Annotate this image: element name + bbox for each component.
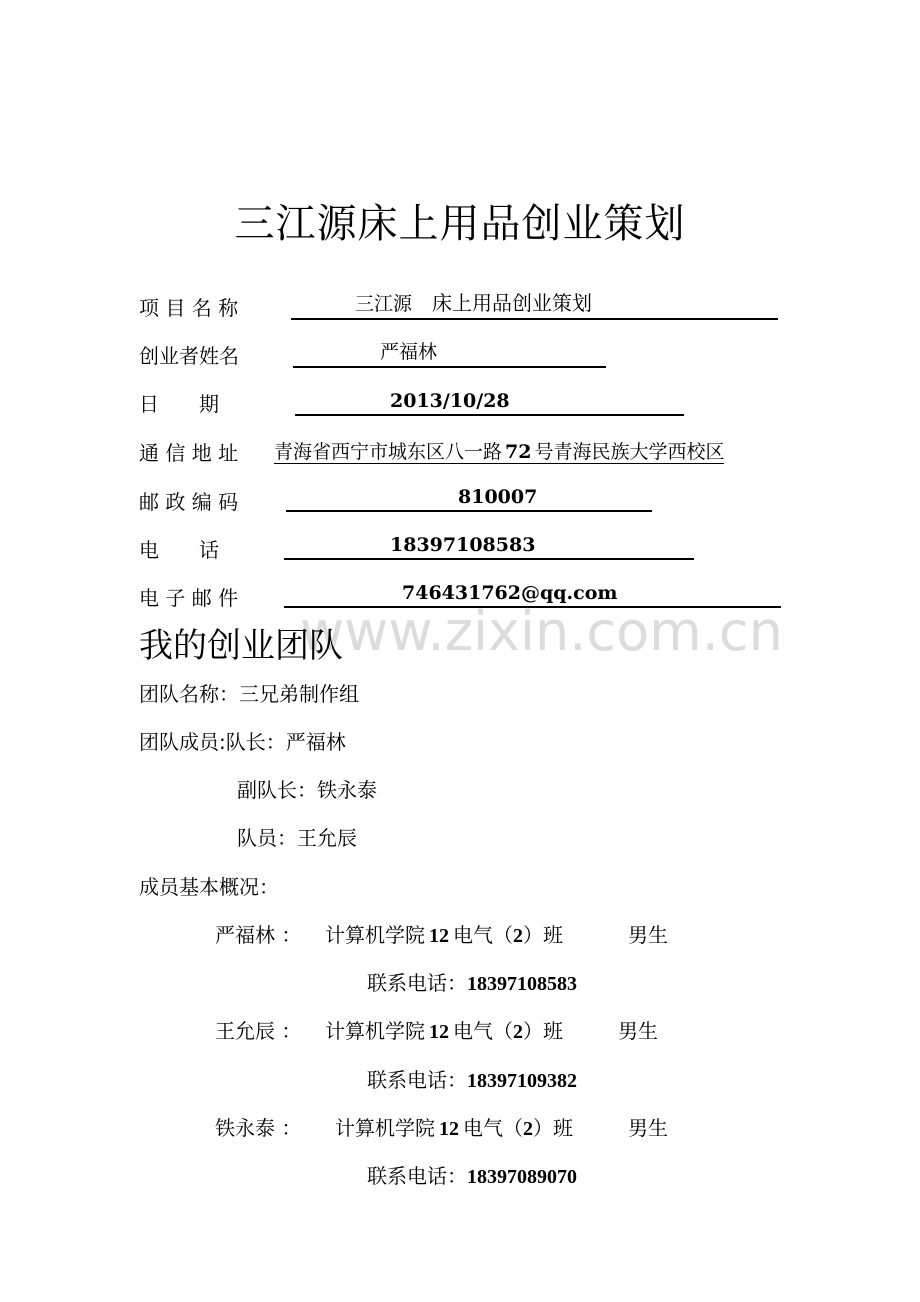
members-label: 团队成员:队长： [139, 730, 286, 754]
watermark: www.zixin.com.cn [300, 600, 783, 663]
project-name-part2: 床上用品创业策划 [432, 291, 592, 315]
profile-phone: 联系电话：18397089070 [367, 1164, 577, 1188]
profile-name: 铁永泰 ： [215, 1116, 302, 1140]
profile-gender: 男生 [618, 1019, 658, 1043]
founder-value: 严福林 [380, 341, 438, 363]
profile-dept: 计算机学院 12 电气（2）班 [325, 1019, 563, 1043]
date-field [295, 384, 684, 416]
address-value: 青海省西宁市城东区八一路 72 号青海民族大学西校区 [274, 437, 724, 464]
profile-gender: 男生 [628, 1116, 668, 1140]
profile-gender: 男生 [628, 923, 668, 947]
captain-name: 严福林 [285, 730, 346, 754]
member-line: 队员：王允辰 [237, 826, 357, 850]
profile-phone: 联系电话：18397109382 [367, 1068, 577, 1092]
team-name-line: 团队名称：三兄弟制作组 [139, 682, 359, 706]
founder-label: 创业者姓名 [139, 344, 239, 368]
profile-name: 王允辰 ： [215, 1019, 302, 1043]
email-label: 电 子 邮 件 [139, 586, 239, 610]
team-heading: 我的创业团队 [139, 626, 343, 666]
vice-captain-line: 副队长：铁永泰 [237, 778, 377, 802]
profile-dept: 计算机学院 12 电气（2）班 [325, 923, 563, 947]
date-label: 日 期 [139, 392, 219, 416]
profile-phone: 联系电话：18397108583 [367, 971, 577, 995]
postcode-field [286, 480, 652, 512]
overview-label: 成员基本概况： [139, 875, 279, 899]
address-label: 通 信 地 址 [139, 441, 239, 465]
postcode-value: 810007 [458, 486, 538, 508]
document-title: 三江源床上用品创业策划 [234, 201, 686, 247]
profile-dept: 计算机学院 12 电气（2）班 [335, 1116, 573, 1140]
project-name-field [291, 288, 778, 320]
project-name-part1: 三江源 [355, 293, 413, 315]
phone-value: 18397108583 [390, 534, 536, 556]
phone-label: 电 话 [139, 538, 219, 562]
date-value: 2013/10/28 [390, 390, 510, 412]
email-value: 746431762@qq.com [402, 582, 618, 604]
team-members-line [139, 726, 346, 755]
postcode-label: 邮 政 编 码 [139, 490, 239, 514]
phone-field [284, 528, 694, 560]
project-name-label: 项 目 名 称 [139, 296, 239, 320]
profile-name: 严福林 ： [215, 923, 302, 947]
founder-field [293, 336, 606, 368]
